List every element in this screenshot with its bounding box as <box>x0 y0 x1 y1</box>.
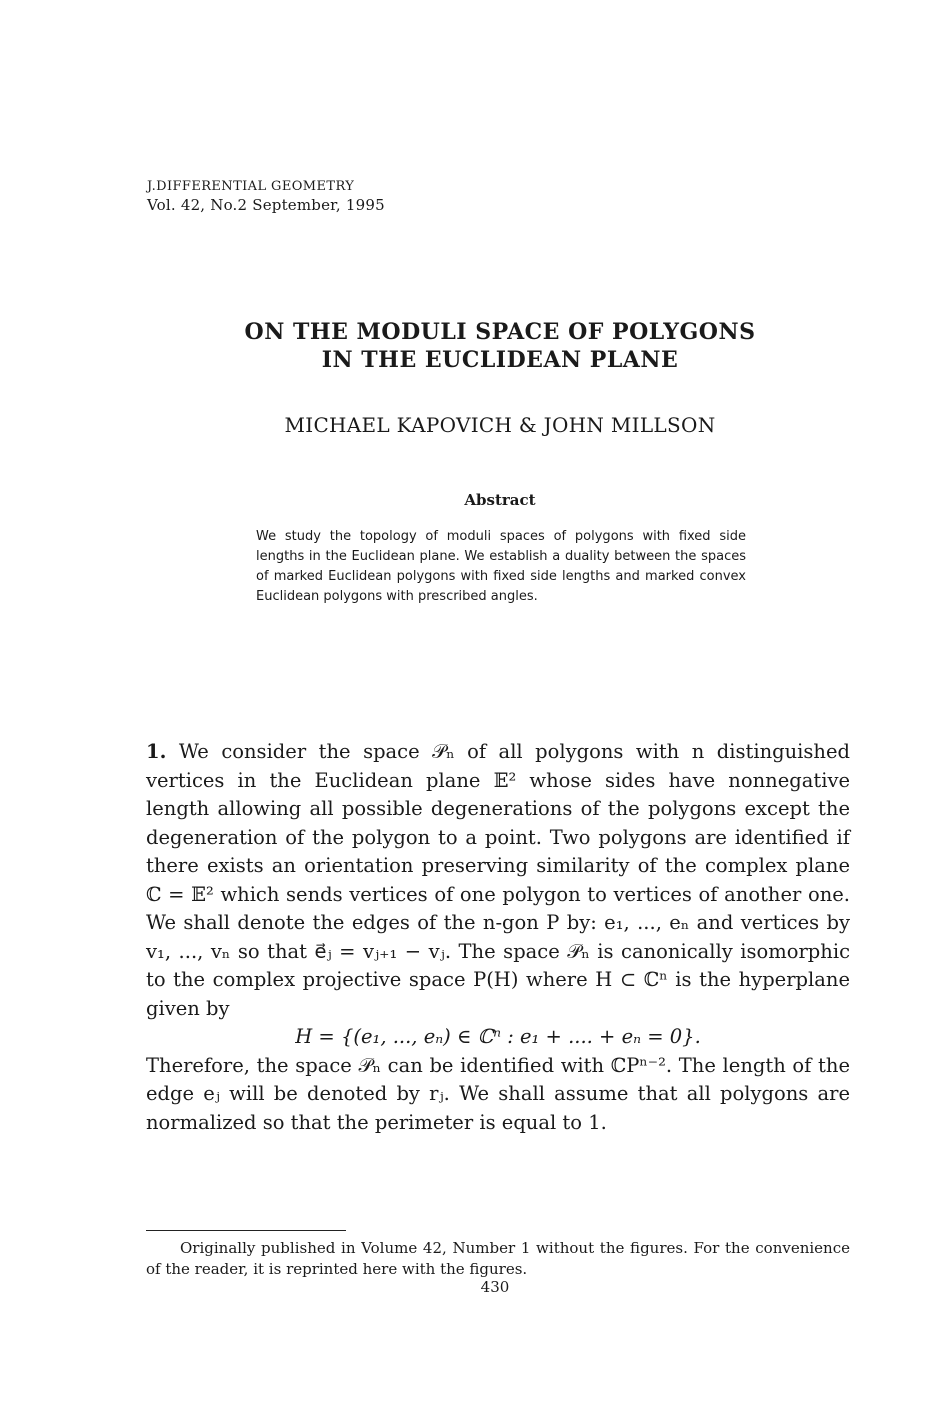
paper-authors: MICHAEL KAPOVICH & JOHN MILLSON <box>284 413 716 437</box>
journal-header <box>147 177 385 215</box>
journal-name: J.DIFFERENTIAL GEOMETRY <box>147 179 355 194</box>
section-paragraph-2: Therefore, the space 𝒫ₙ can be identified with ℂPⁿ⁻². The length of the edge eⱼ will be denoted by rⱼ. We shall assume that all polygons are normalized so that the perimeter is equal to 1. <box>146 1053 850 1134</box>
footnote-rule <box>146 1230 346 1231</box>
abstract-heading: Abstract <box>464 491 536 509</box>
display-formula: H = {(e₁, ..., eₙ) ∈ ℂⁿ : e₁ + .... + eₙ = 0}. <box>295 1025 701 1048</box>
title-line-1: ON THE MODULI SPACE OF POLYGONS <box>244 319 756 345</box>
title-line-2: IN THE EUCLIDEAN PLANE <box>321 347 679 373</box>
section-1 <box>146 738 850 1137</box>
footnote: Originally published in Volume 42, Number 1 without the figures. For the convenience of the reader, it is reprinted here with the figures. <box>146 1239 850 1278</box>
page-number: 430 <box>480 1278 510 1296</box>
abstract-text: We study the topology of moduli spaces of polygons with fixed side lengths in the Euclidean plane. We establish a duality between the spaces of marked Euclidean polygons with fixed side lengths and marked convex Euclidean polygons with prescribed angles. <box>256 529 746 604</box>
section-paragraph-1: We consider the space 𝒫ₙ of all polygons with n distinguished vertices in the Euclidean plane 𝔼² whose sides have nonnegative length allowing all possible degenerations of the polygons except the degeneration of the polygon to a point. Two polygons are identified if there exists an orientation preserving similarity of the complex plane ℂ = 𝔼² which sends vertices of one polygon to vertices of another one. We shall denote the edges of the n-gon P by: e₁, ..., eₙ and vertices by v₁, ..., vₙ so that e⃗ⱼ = vⱼ₊₁ − vⱼ. The space 𝒫ₙ is canonically isomorphic to the complex projective space P(H) where H ⊂ ℂⁿ is the hyperplane given by <box>146 740 850 1020</box>
paper-title <box>150 318 850 374</box>
journal-volume: Vol. 42, No.2 September, 1995 <box>147 196 385 214</box>
section-number: 1. <box>146 740 167 763</box>
